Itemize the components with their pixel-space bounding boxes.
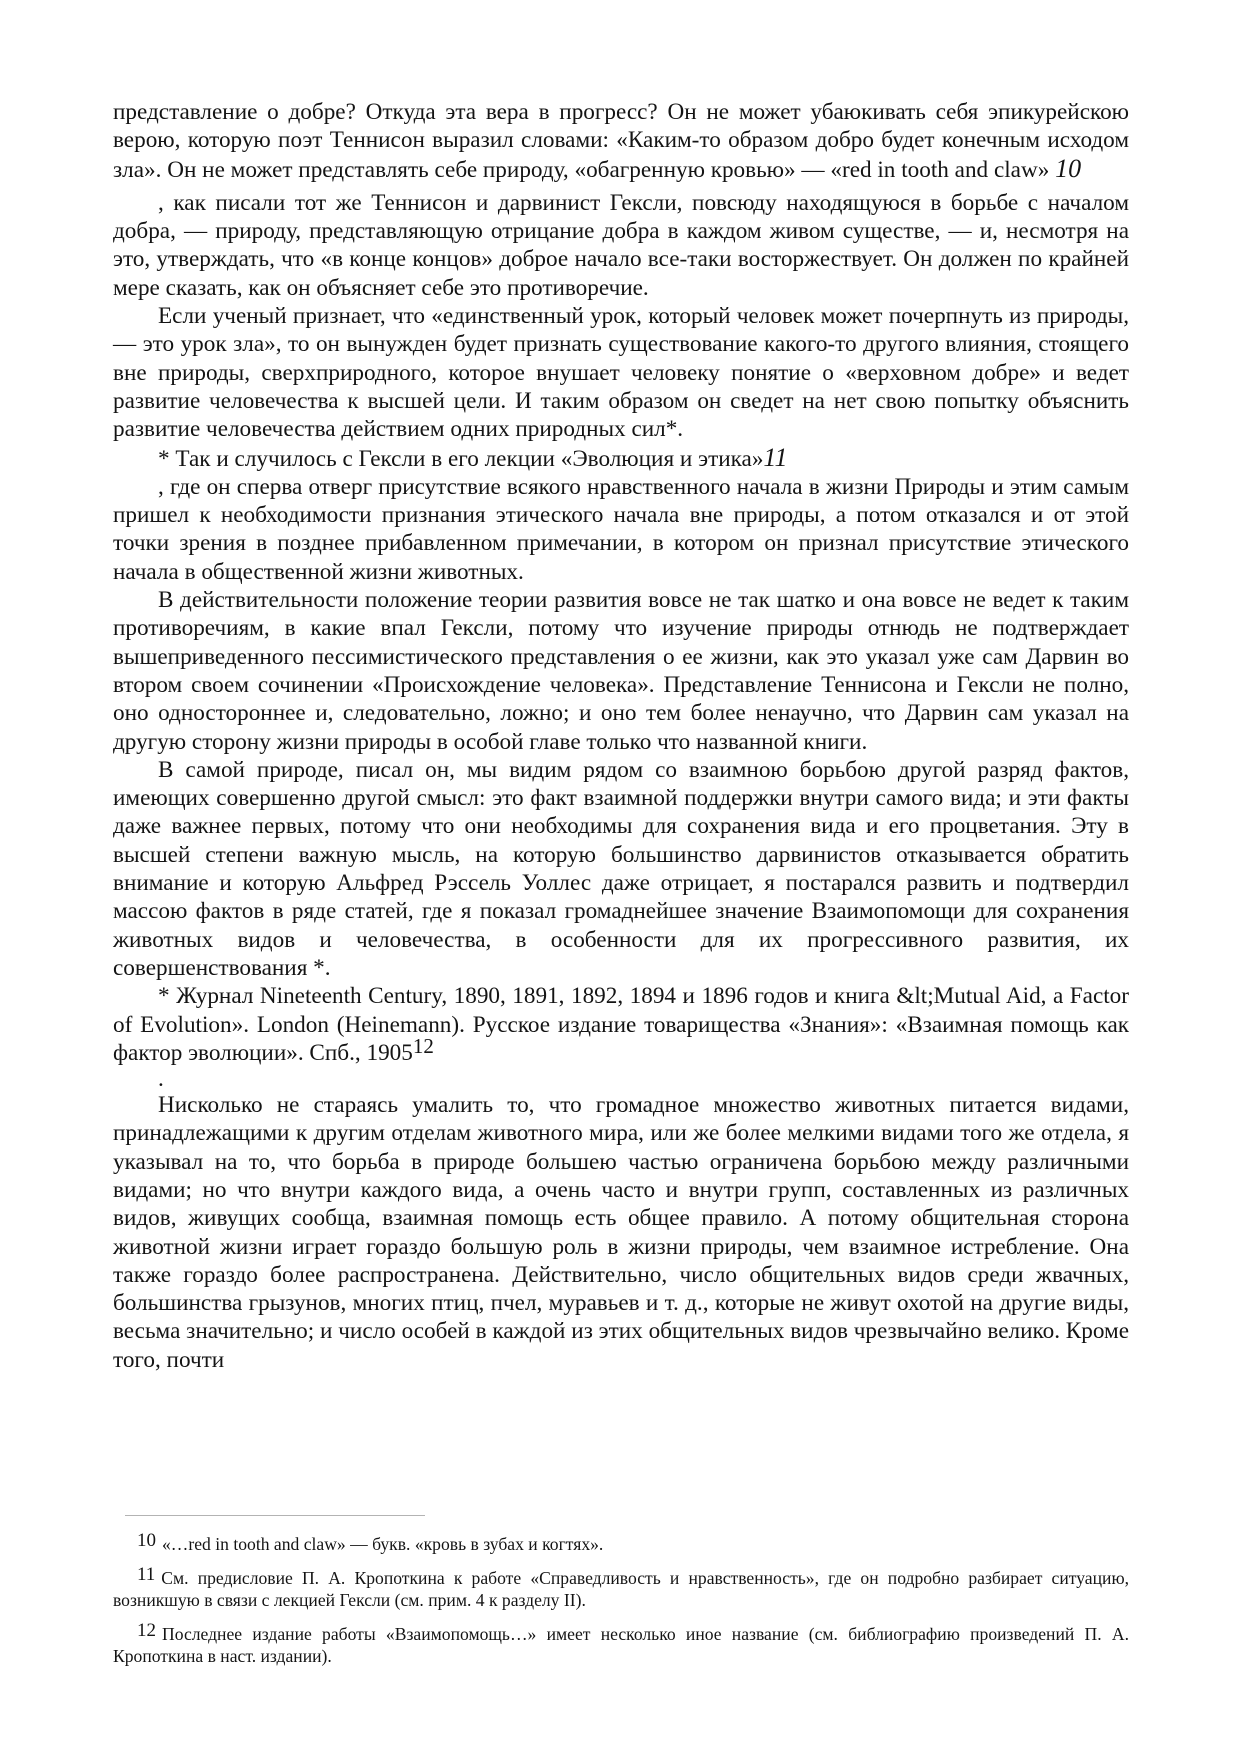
footnote-number: 12 [137, 1620, 156, 1641]
footnote-number: 10 [137, 1530, 156, 1551]
footnote-ref-11[interactable]: 11 [763, 442, 788, 472]
footnote-ref-12[interactable]: 12 [412, 1033, 434, 1058]
paragraph-4-text: * Так и случилось с Гексли в его лекции «Эволюция и этика» [158, 445, 764, 472]
footnote-text: Последнее издание работы «Взаимопомощь…» имеет несколько иное название (см. библиографию произведений П. А. Кропоткина в наст. издании). [113, 1624, 1129, 1666]
footnote-text: См. предисловие П. А. Кропоткина к работе «Справедливость и нравственность», где он подробно разбирает ситуацию, возникшую в связи с лекцией Гексли (см. прим. 4 к разделу II). [113, 1568, 1129, 1610]
footnote-text: «…red in tooth and claw» — букв. «кровь в зубах и когтях». [162, 1534, 604, 1554]
paragraph-8 [113, 982, 1129, 1067]
paragraph-6: В действительности положение теории развития вовсе не так шатко и она вовсе не ведет к таким противоречиям, в какие впал Гексли, потому что изучение природы отнюдь не подтверждает вышеприведенного пессимистического представления о ее жизни, как это указал уже сам Дарвин во втором своем сочинении «Происхождение человека». Представление Теннисона и Гексли не полно, оно одностороннее и, следовательно, ложно; и оно тем более ненаучно, что Дарвин сам указал на другую сторону жизни природы в особой главе только что названной книги. [113, 587, 1129, 755]
paragraph-1 [113, 98, 1129, 184]
paragraph-5: , где он сперва отверг присутствие всякого нравственного начала в жизни Природы и этим самым пришел к необходимости признания этического начала вне природы, а потом отказался и от этой точки зрения в позднее прибавленном примечании, в котором он признал присутствие этического начала в общественной жизни животных. [113, 473, 1129, 585]
paragraph-3: Если ученый признает, что «единственный урок, который человек может почерпнуть из природы, — это урок зла», то он вынужден будет признать существование какого-то другого влияния, стоящего вне природы, сверхприродного, которое внушает человеку понятие о «верховном добре» и ведет развитие человечества к высшей цели. И таким образом он сведет на нет свою попытку объяснить развитие человечества действием одних природных сил*. [113, 303, 1129, 443]
footnote-11 [113, 1564, 1129, 1611]
footnote-number: 11 [137, 1564, 156, 1585]
paragraph-8-dot: . [158, 1066, 164, 1093]
footnote-12 [113, 1620, 1129, 1667]
paragraph-9: Нисколько не стараясь умалить то, что громадное множество животных питается видами, принадлежащими к другим отделам животного мира, или же более мелкими видами того же отдела, я указывал на то, что борьба в природе большею частью ограничена борьбою между различными видами; но что внутри каждого вида, а очень часто и внутри групп, составленных из различных видов, живущих сообща, взаимная помощь есть общее правило. А потому общительная сторона животной жизни играет гораздо большую роль в жизни природы, чем взаимное истребление. Она также гораздо более распространена. Действительно, число общительных видов среди жвачных, большинства грызунов, многих птиц, пчел, муравьев и т. д., которые не живут охотой на другие виды, весьма значительно; и число особей в каждой из этих общительных видов чрезвычайно велико. Кроме того, почти [113, 1092, 1129, 1373]
footnote-divider [125, 1515, 425, 1516]
footnote-ref-10[interactable]: 10 [1055, 153, 1082, 183]
paragraph-1-text: представление о добре? Откуда эта вера в прогресс? Он не может убаюкивать себя эпикурейскою верою, которую поэт Теннисон выразил словами: «Каким-то образом добро будет конечным исходом зла». Он не может представлять себе природу, «обагренную кровью» — «red in tooth and claw» [113, 99, 1129, 183]
document-body [113, 98, 1129, 1374]
paragraph-4 [113, 444, 1129, 473]
footnotes [113, 1530, 1129, 1676]
paragraph-2: , как писали тот же Теннисон и дарвинист Гексли, повсюду находящуюся в борьбе с началом добра, — природу, представляющую отрицание добра в каждом живом существе, — и, несмотря на это, утверждать, что «в конце концов» доброе начало все-таки восторжествует. Он должен по крайней мере сказать, как он объясняет себе это противоречие. [113, 189, 1129, 301]
paragraph-7: В самой природе, писал он, мы видим рядом со взаимною борьбою другой разряд фактов, имеющих совершенно другой смысл: это факт взаимной поддержки внутри самого вида; и эти факты даже важнее первых, потому что они необходимы для сохранения вида и его процветания. Эту в высшей степени важную мысль, на которую большинство дарвинистов отказывается обратить внимание и которую Альфред Рэссель Уоллес даже отрицает, я постарался развить и подтвердил массою фактов в ряде статей, где я показал громаднейшее значение Взаимопомощи для сохранения животных видов и человечества, в особенности для их прогрессивного развития, их совершенствования *. [113, 756, 1129, 981]
footnote-10 [113, 1530, 1129, 1555]
paragraph-8-text: * Журнал Nineteenth Century, 1890, 1891, 1892, 1894 и 1896 годов и книга &lt;Mutual Aid, a Factor of Evolution». London (Heinemann). Русское издание товарищества «Знания»: «Взаимная помощь как фактор эволюции». Спб., 1905 [113, 983, 1129, 1066]
